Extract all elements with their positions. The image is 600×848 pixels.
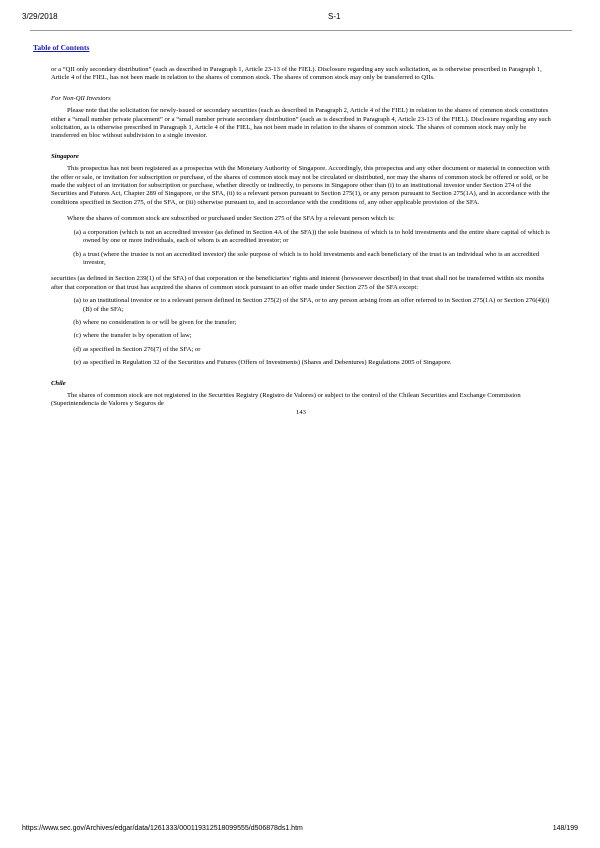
list-item-label: (a) — [73, 228, 81, 236]
print-date: 3/29/2018 — [22, 12, 58, 21]
list-item-text: where the transfer is by operation of law; — [83, 332, 192, 340]
list-item-text: a corporation (which is not an accredited investor (as defined in Section 4A of the SFA)) the sole business of which is to hold investments and the entire share capital of which is owned by one or more individuals, each of whom is an accredited investor; or — [83, 228, 550, 245]
singapore-heading: Singapore — [51, 152, 79, 160]
list-item-label: (b) — [73, 318, 81, 326]
singapore-paragraph-1: This prospectus has not been registered as a prospectus with the Monetary Authority of Singapore. Accordingly, this prospectus and any other document or material in connection with the offer or sale, or invitation for subscription or purchase, of the shares of common stock may not be circulated or distributed, nor may the shares of common stock be offered or sold, or be made the subject of an invitation for subscription or purchase, whether directly or indirectly, to persons in Singapore other than (i) to an institutional investor under Section 274 of the Securities and Futures Act, Chapter 289 of Singapore, or the SFA, (ii) to a relevant person pursuant to Section 275(1), or any person pursuant to Section 275(1A), and in accordance with the conditions specified in Section 275, of the SFA, or (iii) otherwise pursuant to, and in accordance with the conditions of, any other applicable provision of the SFA. — [51, 165, 550, 206]
page-number: 143 — [296, 408, 306, 416]
document-body — [51, 66, 551, 417]
chile-heading: Chile — [51, 379, 66, 387]
singapore-paragraph-3: securities (as defined in Section 239(1) of the SFA) of that corporation or the beneficiaries’ rights and interest (howsoever described) in that trust shall not be transferred within six months after that corporation or that trust has acquired the shares of common stock pursuant to an offer made under Section 275 of the SFA except: — [51, 275, 545, 291]
list-item-text: as specified in Section 276(7) of the SFA; or — [83, 345, 201, 353]
list-item-text: as specified in Regulation 32 of the Securities and Futures (Offers of Investments) (Shares and Debentures) Regulations 2005 of Singapore. — [83, 359, 452, 367]
relevant-person-list — [59, 229, 551, 268]
intro-paragraph: or a “QII only secondary distribution” (each as described in Paragraph 1, Article 23-13 of the FIEL). Disclosure regarding any such solicitation, as is otherwise prescribed in Paragraph 1, Article 4 of the FIEL, has not been made in relation to the shares of common stock. The shares of common stock may only be transferred to QIIs. — [51, 66, 542, 82]
table-of-contents-link[interactable]: Table of Contents — [33, 43, 90, 52]
singapore-paragraph-2: Where the shares of common stock are subscribed or purchased under Section 275 of the SFA by a relevant person which is: — [67, 215, 395, 223]
source-url: https://www.sec.gov/Archives/edgar/data/1261333/000119312518099555/d506878ds1.htm — [22, 825, 303, 832]
non-qii-heading: For Non-QII Investors — [51, 94, 111, 102]
chile-paragraph: The shares of common stock are not registered in the Securities Registry (Registro de Valores) or subject to the control of the Chilean Securities and Exchange Commission (Superintendencia de Valores y Seguros de — [51, 391, 521, 408]
list-item-text: where no consideration is or will be given for the transfer; — [83, 318, 237, 326]
list-item — [59, 251, 551, 268]
list-item-label: (d) — [73, 345, 81, 353]
list-item-text: to an institutional investor or to a relevant person defined in Section 275(2) of the SFA, or to any person arising from an offer referred to in Section 275(1A) or Section 276(4)(i)(B) of the SFA; — [83, 297, 550, 313]
list-item-label: (a) — [73, 297, 81, 305]
list-item — [59, 359, 551, 367]
transfer-exceptions-list — [59, 297, 551, 367]
list-item-label: (b) — [73, 250, 81, 258]
print-page-count: 148/199 — [552, 825, 578, 832]
list-item-label: (c) — [73, 332, 81, 340]
header-divider — [30, 30, 572, 31]
list-item-label: (e) — [73, 359, 81, 367]
list-item-text: a trust (where the trustee is not an accredited investor) the sole purpose of which is to hold investments and each beneficiary of the trust is an individual who is an accredited investor, — [83, 250, 540, 266]
list-item — [59, 346, 551, 354]
print-header — [22, 12, 578, 24]
document-title: S-1 — [328, 12, 341, 21]
non-qii-paragraph: Please note that the solicitation for newly-issued or secondary securities (each as described in Paragraph 2, Article 4 of the FIEL) in relation to the shares of common stock constitutes either a “small number private placement” or a “small number private secondary distribution” (each as is described in Paragraph 4, Article 23-13 of the FIEL). Disclosure regarding any such solicitation, as is otherwise prescribed in Paragraph 1, Article 4 of the FIEL, has not been made in relation to the shares of common stock. The shares of common stock may only be transferred en bloc without subdivision to a single investor. — [51, 107, 551, 140]
list-item — [59, 319, 551, 327]
list-item — [59, 229, 551, 246]
list-item — [59, 297, 551, 314]
list-item — [59, 332, 551, 340]
